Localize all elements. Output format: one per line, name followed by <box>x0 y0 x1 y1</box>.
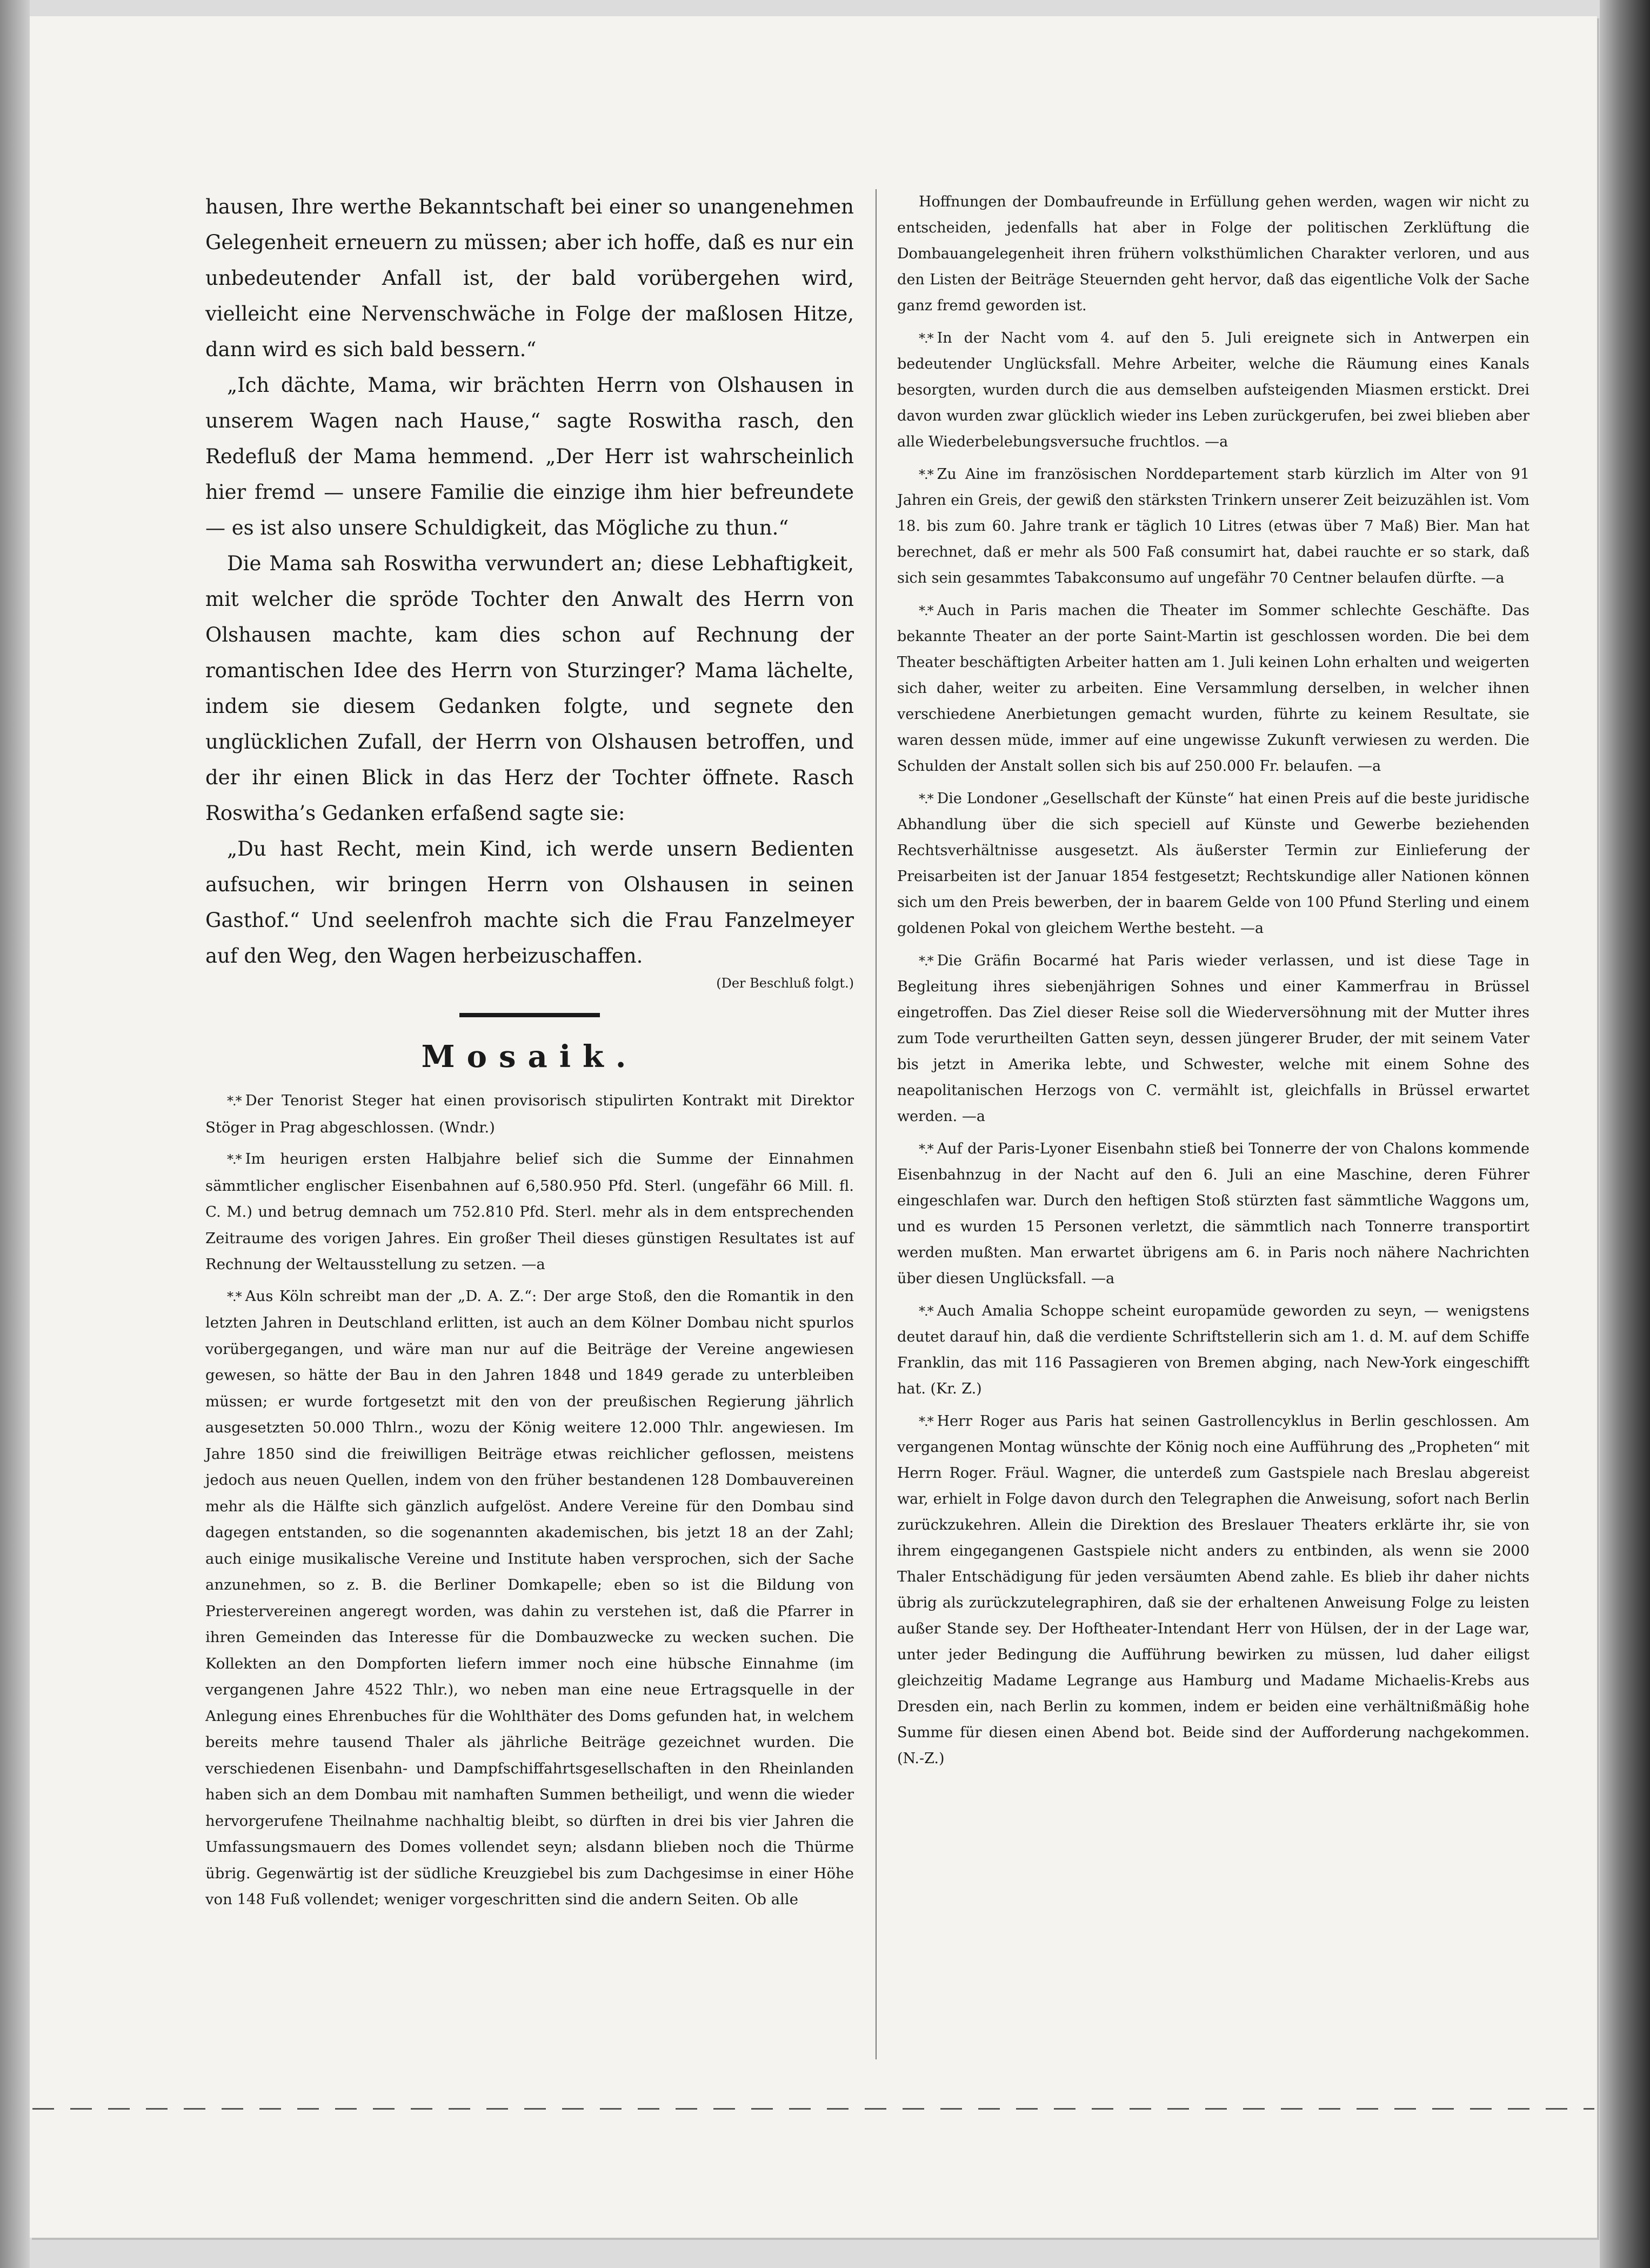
story-continuation <box>205 189 854 991</box>
news-item-text: Zu Aine im französischen Norddepartement starb kürzlich im Alter von 91 Jahren ein Greis, der gewiß den stärksten Trinkern unserer Zeit beizuzählen ist. Vom 18. bis zum 60. Jahre trank er täglich 10 Litres (etwas über 7 Maß) Bier. Man hat berechnet, daß er mehr als 500 Faß consumirt hat, dabei rauchte er so stark, daß sich sein gesammtes Tabakconsumo auf ungefähr 70 Centner belaufen dürfte. —a <box>897 466 1529 586</box>
news-item <box>897 1409 1529 1772</box>
asterism-icon: *.* <box>227 1152 241 1167</box>
news-item-text: Hoffnungen der Dombaufreunde in Erfüllung gehen werden, wagen wir nicht zu entscheiden, jedenfalls hat aber in Folge der politischen Zerklüftung die Dombauangelegenheit ihren frühern volksthümlichen Charakter verloren, und aus den Listen der Beiträge Steuernden geht hervor, daß das eigentliche Volk der Sache ganz fremd geworden ist. <box>897 194 1529 314</box>
asterism-icon: *.* <box>919 791 933 806</box>
scan-right-edge <box>1600 0 1650 2268</box>
bottom-border <box>32 2108 1594 2110</box>
story-paragraph: hausen, Ihre werthe Bekanntschaft bei einer so unangenehmen Gelegenheit erneuern zu müssen; aber ich hoffe, daß es nur ein unbedeutender Anfall ist, der bald vorübergehen wird, vielleicht eine Nervenschwäche in Folge der maßlosen Hitze, dann wird es sich bald bessern.“ <box>205 195 854 361</box>
asterism-icon: *.* <box>919 1414 933 1429</box>
news-item <box>897 598 1529 779</box>
asterism-icon: *.* <box>227 1289 241 1304</box>
news-item <box>897 189 1529 319</box>
news-item <box>897 325 1529 455</box>
asterism-icon: *.* <box>919 603 933 618</box>
news-item <box>897 948 1529 1130</box>
story-paragraph: „Ich dächte, Mama, wir brächten Herrn von Olshausen in unserem Wagen nach Hause,“ sagte Roswitha rasch, den Redefluß der Mama hemmend. „Der Herr ist wahrscheinlich hier fremd — unsere Familie die einzige ihm hier befreundete — es ist also unsere Schuldigkeit, das Mögliche zu thun.“ <box>205 373 854 539</box>
news-item-text: Im heurigen ersten Halbjahre belief sich die Summe der Einnahmen sämmtlicher englischer Eisenbahnen auf 6,580.950 Pfd. Sterl. (ungefähr 66 Mill. fl. C. M.) und betrug demnach um 752.810 Pfd. Sterl. mehr als in dem entsprechenden Zeitraume des vorigen Jahres. Ein großer Theil dieses günstigen Resultates ist auf Rechnung der Weltausstellung zu setzen. —a <box>205 1150 854 1273</box>
mosaik-right-items <box>897 189 1529 1772</box>
left-column <box>205 189 854 1918</box>
news-item-text: Herr Roger aus Paris hat seinen Gastrollencyklus in Berlin geschlossen. Am vergangenen Montag wünschte der König noch eine Aufführung des „Propheten“ mit Herrn Roger. Fräul. Wagner, die unterdeß zum Gastspiele nach Breslau abgereist war, erhielt in Folge davon durch den Telegraphen die Anweisung, sofort nach Berlin zurückzukehren. Allein die Direktion des Breslauer Theaters erklärte ihr, sie von ihrem eingegangenen Gastspiele nicht anders zu entbinden, als wenn sie 2000 Thaler Entschädigung für jeden versäumten Abend zahle. Es blieb ihr daher nichts übrig als zurückzutelegraphiren, daß sie der erhaltenen Anweisung Folge zu leisten außer Stande sey. Der Hoftheater-Intendant Herr von Hülsen, der in der Lage war, unter jeder Bedingung die Aufführung bewirken zu müssen, lud daher eiligst gleichzeitig Madame Legrange aus Hamburg und Madame Michaelis-Krebs aus Dresden ein, nach Berlin zu kommen, indem er beiden eine verhältnißmäßig hohe Summe für diesen einen Abend bot. Beide sind der Aufforderung nachgekommen. (N.-Z.) <box>897 1413 1529 1767</box>
news-item-text: In der Nacht vom 4. auf den 5. Juli ereignete sich in Antwerpen ein bedeutender Unglücksfall. Mehre Arbeiter, welche die Räumung eines Kanals besorgten, wurden durch die aus demselben aufsteigenden Miasmen erstickt. Drei davon wurden zwar glücklich wieder ins Leben zurückgerufen, bei zwei blieben aber alle Wiederbelebungsversuche fruchtlos. —a <box>897 330 1529 450</box>
section-divider <box>459 1013 600 1017</box>
column-divider <box>876 189 877 2059</box>
story-paragraph: „Du hast Recht, mein Kind, ich werde unsern Bedienten aufsuchen, wir bringen Herrn von Olshausen in seinen Gasthof.“ Und seelenfroh machte sich die Frau Fanzelmeyer auf den Weg, den Wagen herbeizuschaffen. <box>205 837 854 968</box>
news-item-text: Der Tenorist Steger hat einen provisorisch stipulirten Kontrakt mit Direktor Stöger in Prag abgeschlossen. (Wndr.) <box>205 1092 854 1136</box>
news-item <box>897 462 1529 591</box>
news-item <box>205 1088 854 1140</box>
continuation-note: (Der Beschluß folgt.) <box>716 976 854 991</box>
news-item-text: Die Londoner „Gesellschaft der Künste“ hat einen Preis auf die beste juridische Abhandlung über die sich speciell auf Künste und Gewerbe beziehenden Rechtsverhältnisse ausgesetzt. Als äußerster Termin zur Einlieferung der Preisarbeiten ist der Januar 1854 festgesetzt; Rechtskundige aller Nationen können sich um den Preis bewerben, der in baarem Gelde von 100 Pfund Sterling und einem goldenen Pokal von gleichem Werthe besteht. —a <box>897 790 1529 937</box>
section-title: Mosaik. <box>421 1039 638 1075</box>
news-item <box>205 1283 854 1913</box>
news-item <box>897 786 1529 942</box>
story-paragraph: Die Mama sah Roswitha verwundert an; diese Lebhaftigkeit, mit welcher die spröde Tochter den Anwalt des Herrn von Olshausen machte, kam dies schon auf Rechnung der romantischen Idee des Herrn von Sturzinger? Mama lächelte, indem sie diesem Gedanken folgte, und segnete den unglücklichen Zufall, der Herrn von Olshausen betroffen, und der ihr einen Blick in das Herz der Tochter öffnete. Rasch Roswitha’s Gedanken erfaßend sagte sie: <box>205 552 854 825</box>
news-item <box>897 1298 1529 1402</box>
news-item-text: Auch in Paris machen die Theater im Sommer schlechte Geschäfte. Das bekannte Theater an der porte Saint-Martin ist geschlossen worden. Die bei dem Theater beschäftigten Arbeiter hatten am 1. Juli keinen Lohn erhalten und weigerten sich daher, weiter zu arbeiten. Eine Versammlung derselben, in welcher ihnen verschiedene Anerbietungen gemacht wurden, führte zu keinem Resultate, sie waren dessen müde, immer auf eine ungewisse Zukunft verwiesen zu werden. Die Schulden der Anstalt sollen sich bis auf 250.000 Fr. belaufen. —a <box>897 602 1529 775</box>
news-item-text: Auch Amalia Schoppe scheint europamüde geworden zu seyn, — wenigstens deutet darauf hin, daß die verdiente Schriftstellerin sich am 1. d. M. auf dem Schiffe Franklin, das mit 116 Passagieren von Bremen abging, nach New-York eingeschifft hat. (Kr. Z.) <box>897 1303 1529 1397</box>
asterism-icon: *.* <box>919 1142 933 1157</box>
news-item-text: Aus Köln schreibt man der „D. A. Z.“: Der arge Stoß, den die Romantik in den letzten Jahren in Deutschland erlitten, ist auch an dem Kölner Dombau nicht spurlos vorübergegangen, und wäre man nur auf die Beiträge der Vereine angewiesen gewesen, so hätte der Bau in den Jahren 1848 und 1849 gerade zu unterbleiben müssen; er wurde fortgesetzt mit den von der preußischen Regierung jährlich ausgesetzten 50.000 Thlrn., wozu der König weitere 12.000 Thlr. angewiesen. Im Jahre 1850 sind die freiwilligen Beiträge etwas reichlicher geflossen, meistens jedoch aus neuen Quellen, indem von den früher bestandenen 128 Dombauvereinen mehr als die Hälfte sich gänzlich aufgelöst. Andere Vereine für den Dombau sind dagegen entstanden, so die sogenannten akademischen, bis jetzt 18 an der Zahl; auch einige musikalische Vereine und Institute haben versprochen, sich der Sache anzunehmen, so z. B. die Berliner Domkapelle; eben so ist die Bildung von Priestervereinen angeregt worden, was dahin zu verstehen ist, daß die Pfarrer in ihren Gemeinden das Interesse für die Dombauzwecke zu wecken suchen. Die Kollekten an den Dompforten liefern immer noch eine hübsche Einnahme (im vergangenen Jahre 4522 Thlr.), wo neben man eine neue Ertragsquelle in der Anlegung eines Ehrenbuches für die Wohlthäter des Doms gefunden hat, in welchem bereits mehre tausend Thaler als jährliche Beiträge gezeichnet wurden. Die verschiedenen Eisenbahn- und Dampfschiffahrtsgesellschaften in den Rheinlanden haben sich an dem Dombau mit namhaften Summen betheiligt, und wenn die wieder hervorgerufene Theilnahme nachhaltig bleibt, so dürften in drei bis vier Jahren die Umfassungsmauern des Domes vollendet seyn; alsdann blieben noch die Thürme übrig. Gegenwärtig ist der südliche Kreuzgiebel bis zum Dachgesimse in einer Höhe von 148 Fuß vollendet; weniger vorgeschritten sind die andern Seiten. Ob alle <box>205 1287 854 1908</box>
mosaik-left-items <box>205 1088 854 1913</box>
asterism-icon: *.* <box>919 331 933 346</box>
right-column <box>897 189 1529 1778</box>
news-item <box>205 1146 854 1278</box>
news-item-text: Auf der Paris-Lyoner Eisenbahn stieß bei Tonnerre der von Chalons kommende Eisenbahnzug in der Nacht auf den 6. Juli an eine Maschine, deren Führer eingeschlafen war. Durch den heftigen Stoß stürzten fast sämmtliche Waggons um, und es wurden 15 Personen verletzt, die sämmtlich nach Tonnerre transportirt werden mußten. Man erwartet übrigens am 6. in Paris noch nähere Nachrichten über diesen Unglücksfall. —a <box>897 1140 1529 1287</box>
news-item-text: Die Gräfin Bocarmé hat Paris wieder verlassen, und ist diese Tage in Begleitung ihres siebenjährigen Sohnes und einer Kammerfrau in Brüssel eingetroffen. Das Ziel dieser Reise soll die Wiederversöhnung mit der Mutter ihres zum Tode verurtheilten Gatten seyn, dessen jüngerer Bruder, der mit seinem Vater bis jetzt in Amerika lebte, und Schwester, welche mit einem Sohne des neapolitanischen Herzogs von C. vermählt ist, gleichfalls in Brüssel erwartet werden. —a <box>897 952 1529 1125</box>
asterism-icon: *.* <box>919 1304 933 1319</box>
scan-left-edge <box>0 0 30 2268</box>
asterism-icon: *.* <box>919 953 933 969</box>
news-item <box>897 1136 1529 1292</box>
asterism-icon: *.* <box>227 1093 241 1109</box>
asterism-icon: *.* <box>919 467 933 482</box>
